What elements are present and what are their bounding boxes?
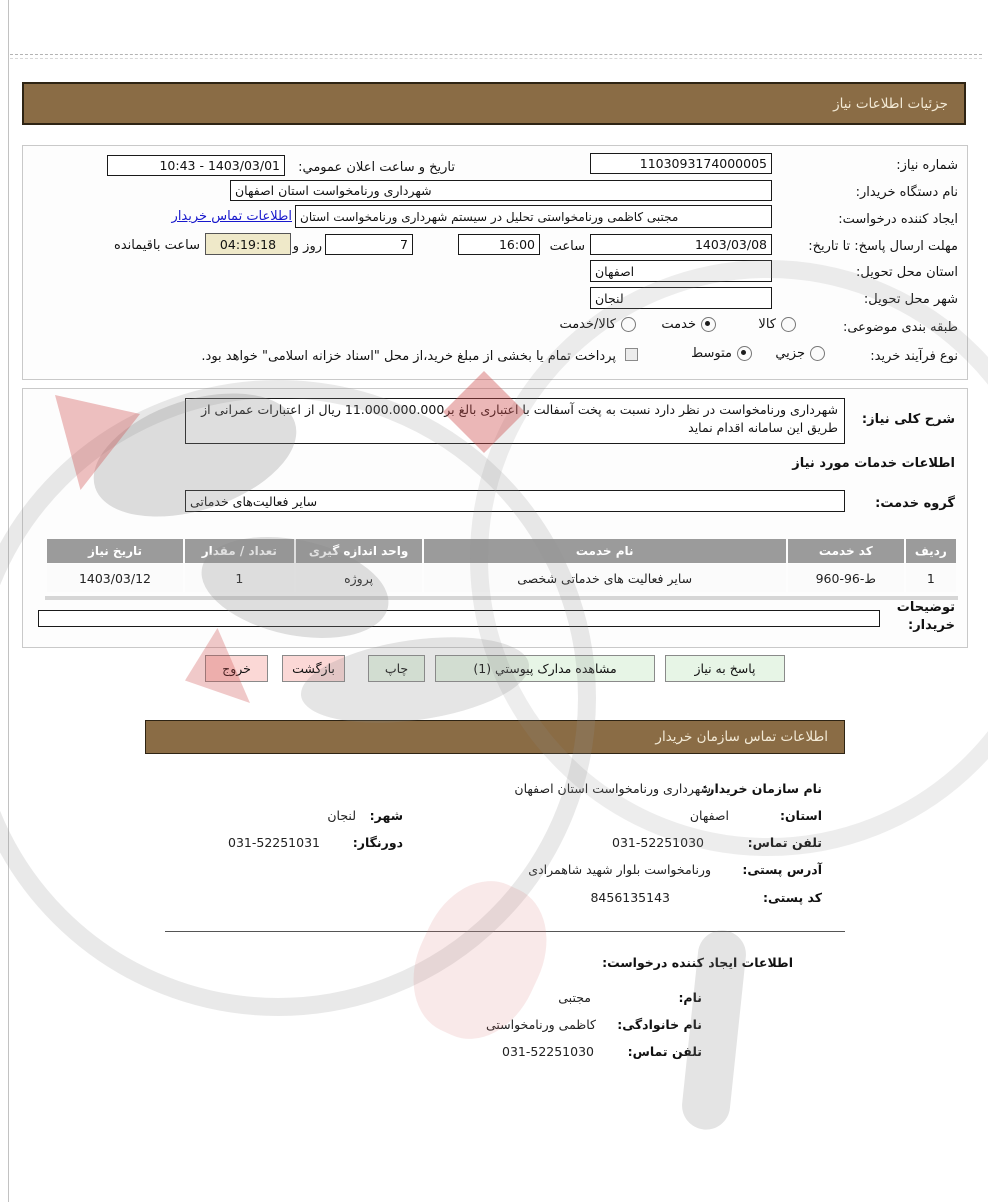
col-quantity: تعداد / مقدار [185,539,294,563]
process-option-minor[interactable] [775,346,825,361]
treasury-checkbox[interactable] [625,348,638,361]
remaining-time-box: 04:19:18 [205,233,291,255]
view-attachments-button[interactable]: مشاهده مدارک پیوستي (1) [435,655,655,682]
cell-service-code: ط-96-960 [788,564,904,592]
col-row-number: ردیف [906,539,956,563]
category-label: طبقه بندی موضوعی: [842,320,958,335]
org-name-label: نام سازمان خریدار: [702,781,822,796]
announce-datetime-label: تاریخ و ساعت اعلان عمومي: [298,160,455,175]
org-phone-label: تلفن تماس: [747,835,822,850]
cell-need-date: 1403/03/12 [47,564,183,592]
creator-last-name-label: نام خانوادگی: [617,1017,702,1032]
cell-service-name: سایر فعالیت های خدماتی شخصی [424,564,786,592]
org-contact-header-bar [145,720,845,754]
radio-label: جزیي [775,346,805,361]
buyer-notes-label-line2: خریدار: [908,618,955,633]
delivery-city-field[interactable]: لنجان [590,287,772,309]
table-bottom-strip [45,596,958,600]
service-group-label: گروه خدمت: [875,496,955,511]
need-description-label: شرح کلی نیاز: [861,412,955,427]
radio-selected-icon[interactable] [737,346,752,361]
buyer-name-field[interactable]: شهرداری ورنامخواست استان اصفهان [230,180,772,201]
radio-selected-icon[interactable] [701,317,716,332]
top-dashed-divider-2 [10,58,982,59]
table-header-row [47,539,956,563]
delivery-province-field[interactable]: اصفهان [590,260,772,282]
request-creator-label: ایجاد کننده درخواست: [838,212,958,227]
buyer-notes-label-line1: توضیحات [896,600,955,615]
creator-first-name-value: مجتبی [558,990,591,1005]
radio-label: متوسط [691,346,732,361]
days-label: روز و [292,239,322,254]
creator-phone-label: تلفن تماس: [627,1044,702,1059]
org-contact-heading: اطلاعات تماس سازمان خریدار [655,729,828,745]
need-number-field[interactable]: 1103093174000005 [590,153,772,174]
org-name-value: شهرداری ورنامخواست استان اصفهان [514,781,711,796]
delivery-province-label: استان محل تحویل: [856,265,958,280]
page-left-border [8,0,9,1202]
radio-icon[interactable] [621,317,636,332]
process-type-label: نوع فرآیند خرید: [870,349,958,364]
col-unit: واحد اندازه گیری [296,539,422,563]
cell-unit: پروژه [296,564,422,592]
col-need-date: تاریخ نیاز [47,539,183,563]
org-postal-value: 8456135143 [590,890,670,905]
creator-last-name-value: کاظمی ورنامخواستی [485,1017,596,1032]
need-number-label: شماره نیاز: [896,158,958,173]
reply-deadline-label: مهلت ارسال پاسخ: تا تاریخ: [808,239,958,254]
radio-label: کالا/خدمت [559,317,616,332]
creator-phone-value: 031-52251030 [502,1044,594,1059]
need-description-field[interactable]: شهرداری ورنامخواست در نظر دارد نسبت به پخت آسفالت با اعتباری بالغ بر11.000.000.000 ریال از اعتبارات عمرانی از طریق این سامانه اقدام نماید [185,398,845,444]
delivery-city-label: شهر محل تحویل: [863,292,958,307]
remaining-time-label: ساعت باقیمانده [114,238,200,253]
service-group-field[interactable]: سایر فعالیت‌های خدماتی [185,490,845,512]
services-section-heading: اطلاعات خدمات مورد نیاز [792,456,955,471]
radio-label: کالا [758,317,776,332]
deadline-hour-label: ساعت [549,239,585,254]
cell-row-number: 1 [906,564,956,592]
org-province-label: استان: [779,808,822,823]
announce-datetime-field[interactable]: 10:43 - 1403/03/01 [107,155,285,176]
buyer-notes-field[interactable] [38,610,880,627]
col-service-code: کد خدمت [788,539,904,563]
radio-icon[interactable] [781,317,796,332]
section-divider [165,931,845,932]
process-option-medium[interactable] [691,346,752,361]
category-option-goods-service[interactable] [559,317,636,332]
request-creator-field[interactable]: مجتبی کاظمی ورنامخواستی تحلیل در سیستم شهرداری ورنامخواست استان [295,205,772,228]
back-button[interactable]: بازگشت [282,655,345,682]
services-table [45,538,958,593]
exit-button[interactable]: خروج [205,655,268,682]
radio-label: خدمت [661,317,696,332]
deadline-time-field[interactable]: 16:00 [458,234,540,255]
respond-button[interactable]: پاسخ به نیاز [665,655,785,682]
org-phone-value: 031-52251030 [612,835,704,850]
top-dashed-divider [10,54,982,55]
category-option-service[interactable] [661,317,716,332]
org-address-value: ورنامخواست بلوار شهید شاهمرادی [528,862,711,877]
title-bar [22,82,966,125]
org-postal-label: کد پستی: [762,890,822,905]
treasury-checkbox-label: پرداخت تمام یا بخشی از مبلغ خرید،از محل "اسناد خزانه اسلامی" خواهد بود. [201,349,616,364]
page-title: جزئیات اطلاعات نیاز [833,95,948,112]
org-city-label: شهر: [369,808,403,823]
col-service-name: نام خدمت [424,539,786,563]
buyer-contact-link[interactable]: اطلاعات تماس خریدار [171,209,292,224]
category-option-goods[interactable] [758,317,796,332]
cell-quantity: 1 [185,564,294,592]
deadline-date-field[interactable]: 1403/03/08 [590,234,772,255]
print-button[interactable]: چاپ [368,655,425,682]
radio-icon[interactable] [810,346,825,361]
table-row[interactable] [47,564,956,592]
deadline-days-field[interactable]: 7 [325,234,413,255]
org-fax-value: 031-52251031 [228,835,320,850]
org-fax-label: دورنگار: [352,835,403,850]
creator-first-name-label: نام: [678,990,702,1005]
creator-info-heading: اطلاعات ایجاد کننده درخواست: [602,955,793,970]
org-province-value: اصفهان [689,808,729,823]
org-address-label: آدرس پستی: [742,862,822,877]
org-city-value: لنجان [327,808,356,823]
buyer-name-label: نام دستگاه خریدار: [855,185,958,200]
